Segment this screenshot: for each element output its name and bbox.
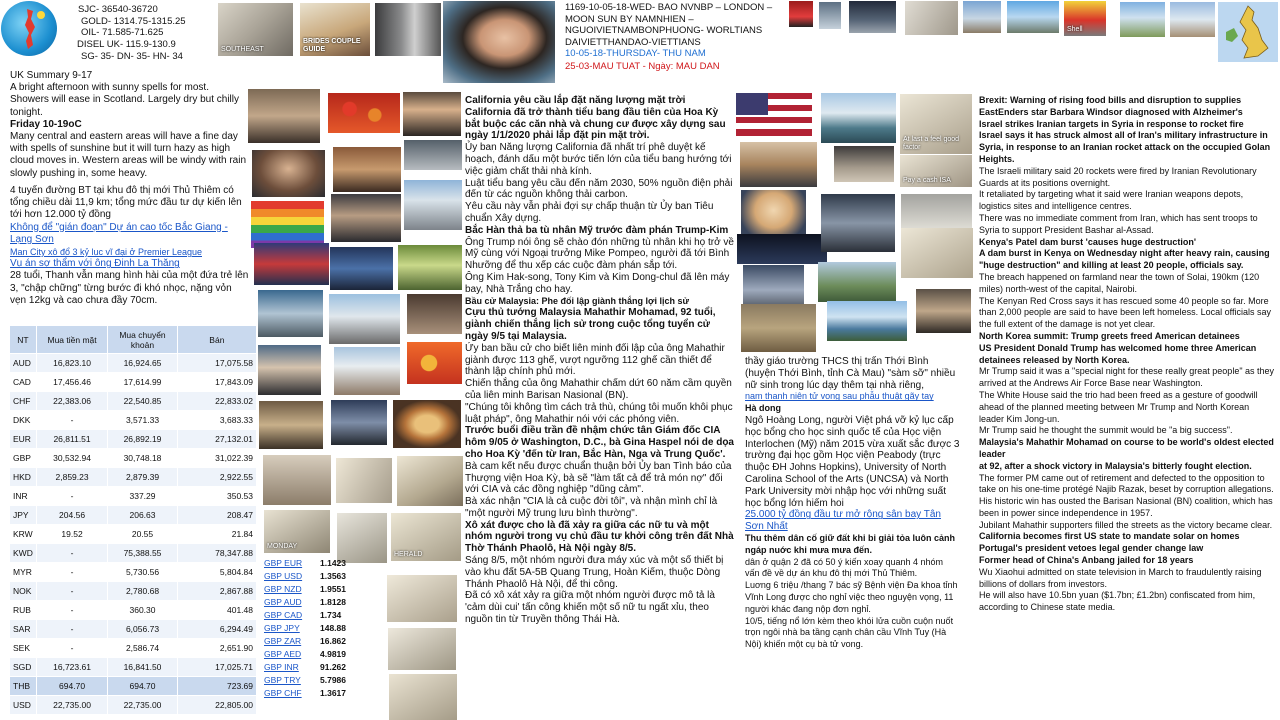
rate-value: 4.9819	[320, 649, 346, 660]
rate-cell: 2,922.55	[177, 468, 256, 487]
headline: EastEnders star Barbara Windsor diagnosed with Alzheimer's	[979, 106, 1243, 117]
currency-code: NOK	[10, 582, 37, 601]
currency-code: USD	[10, 696, 37, 715]
photo-city	[1170, 2, 1215, 37]
article-paragraph: The breach happened on farmland near the town of Solai, 190km (120 miles) north-west of the capital, Nairobi.	[979, 271, 1260, 294]
rate-row	[264, 608, 364, 621]
article-paragraph: There was no immediate comment from Iran, which has sent troops to Syria to support President Bashar al-Assad.	[979, 212, 1258, 235]
rate-cell: 17,843.09	[177, 373, 256, 392]
currency-code: SGD	[10, 658, 37, 677]
headline: Former head of China's Anbang jailed for 18 years	[979, 555, 1194, 566]
rate-row	[264, 595, 364, 608]
article-paragraph: Mr Trump said he thought the summit would be "a big success".	[979, 425, 1233, 436]
photo-street	[329, 294, 400, 344]
rate-row	[264, 582, 364, 595]
rate-cell: 27,132.01	[177, 430, 256, 449]
article-paragraph: Sáng 8/5, một nhóm người đưa máy xúc và một số thiết bị vào khu đất 5A-5B Quang Trung, Hoàn Kiếm, thuộc Dòng Thánh Phaolô Hà Nội, để thi công.	[465, 555, 724, 590]
photo-couple	[740, 142, 817, 187]
photo-building	[404, 180, 462, 230]
rate-value: 1.734	[320, 609, 342, 620]
table-row	[10, 696, 257, 715]
headline: Brexit: Warning of rising food bills and disruption to supplies	[979, 95, 1242, 105]
market-line: DISEL UK- 115.9-130.9	[77, 38, 176, 50]
photo-food	[393, 400, 461, 448]
weather-title: UK Summary 9-17	[10, 70, 93, 81]
currency-code: CHF	[10, 392, 37, 411]
rate-cell: 26,811.51	[36, 430, 107, 449]
rate-value: 16.862	[320, 636, 346, 647]
article-paragraph: The former PM came out of retirement and defected to the opposition to take on his one-time protégé Najib Razak, beset by corruption allegations.	[979, 472, 1274, 495]
rate-cell: 16,723.61	[36, 658, 107, 677]
rate-cell: 350.53	[177, 487, 256, 506]
weather-section	[10, 70, 250, 180]
article-paragraph: Đã có xô xát xảy ra giữa một nhóm người được mô tả là 'cảm dùi cui' tấn công khiến một số nữ tu ngất xỉu, theo nguồn tin từ Truyền thông Thái Hà.	[465, 590, 715, 626]
rate-cell: 3,571.33	[108, 411, 177, 430]
table-row	[10, 354, 257, 373]
rate-value: 148.88	[320, 623, 346, 634]
rate-value: 1.9551	[320, 583, 346, 594]
photo-market	[259, 401, 323, 449]
photo-newspaper: Pay a cash ISA	[900, 155, 972, 187]
rate-pair-link[interactable]: GBP INR	[264, 662, 299, 673]
masthead-line: MOON SUN BY NAMNHIEN –	[565, 13, 694, 25]
rate-cell: 22,735.00	[36, 696, 107, 715]
photo-interior	[407, 294, 462, 334]
photo-newspaper: At last a feel good factor	[900, 94, 972, 154]
photo-newspaper	[387, 575, 457, 622]
rate-pair-link[interactable]: GBP TRY	[264, 675, 301, 686]
rate-cell: 75,388.55	[108, 544, 177, 563]
rate-value: 1.3617	[320, 688, 346, 699]
article-paragraph: His historic win has ousted the Barisan Nasional (BN) coalition, which has been in power since independence in 1957.	[979, 496, 1273, 518]
rate-cell: 723.69	[177, 677, 256, 696]
article-paragraph: Ngô Hoàng Long, người Việt phá vỡ kỷ lục cấp học bổng cho học sinh quốc tế của Học viện Interlochen (Mỹ) năm 2015 vừa xuất sắc được 3 trường đại học gồm Học viện Peabody (trực thuộc ĐH Johns Hopkins), University of North Carolina School of the Arts (UNCSA) và North Park University mời nhập học với những suất học bổng lớn hiếm hoi	[745, 414, 960, 509]
table-row	[10, 639, 257, 658]
rate-cell: 21.84	[177, 525, 256, 544]
rate-pair-link[interactable]: GBP CHF	[264, 688, 302, 699]
photo-landscape	[1120, 2, 1165, 37]
headline: Thu thêm dân cố giữ đất khi bi giải tỏa luôn cảnh ngáp nuớc khi mưa mưa đến.	[745, 532, 956, 555]
currency-code: SEK	[10, 639, 37, 658]
currency-code: AUD	[10, 354, 37, 373]
rate-value: 91.262	[320, 662, 346, 673]
vietnam-map-icon	[1, 1, 57, 56]
photo-newspaper: HERALD	[391, 513, 461, 561]
table-row	[10, 430, 257, 449]
rate-cell: -	[36, 620, 107, 639]
rate-cell: 2,867.88	[177, 582, 256, 601]
headline: Bầu cử Malaysia: Phe đối lập giành thắng lợi lịch sử	[465, 295, 689, 306]
article-paragraph: The Kenyan Red Cross says it has rescued some 40 people so far. More than 2,000 people are said to have been left homeless. Local officials say the full extent of the damage is not yet clear.	[979, 295, 1272, 330]
news-paragraph: 4 tuyến đường BT tại khu đô thị mới Thủ Thiêm có tổng chiều dài 11,9 km; tổng mức đầu tư dự kiến lên tới hơn 12.000 tỷ đồng	[10, 185, 242, 221]
rate-row	[264, 635, 364, 648]
table-row	[10, 658, 257, 677]
masthead-line: NGUOIVIETNAMBONPHUONG- WORLTIANS	[565, 25, 763, 37]
rate-cell: 3,683.33	[177, 411, 256, 430]
article-paragraph: Bà xác nhận "CIA là cả cuộc đời tôi", và nhận mình chỉ là "một người Mỹ trung lưu bình thường".	[465, 496, 718, 519]
rate-value: 5.7986	[320, 675, 346, 686]
mid-articles	[745, 356, 960, 651]
photo-portrait	[443, 1, 555, 83]
rate-cell: 5,730.56	[108, 563, 177, 582]
table-row	[10, 525, 257, 544]
currency-code: DKK	[10, 411, 37, 430]
photo-street-night	[849, 1, 896, 33]
photo-rainbow-flag	[251, 201, 324, 248]
photo-flood	[741, 304, 816, 352]
rate-cell: 2,879.39	[108, 468, 177, 487]
rate-cell: 19.52	[36, 525, 107, 544]
table-row	[10, 582, 257, 601]
rate-value: 1.1423	[320, 557, 346, 568]
currency-code: KWD	[10, 544, 37, 563]
rate-cell: 20.55	[108, 525, 177, 544]
market-line: OIL- 71.585-71.625	[81, 27, 164, 39]
photo-tower	[334, 347, 400, 395]
rate-row	[264, 648, 364, 661]
article-paragraph: thầy giáo trường THCS thị trấn Thới Bình (huyện Thới Bình, tỉnh Cà Mau) "sàm sỡ" nhiều nữ sinh trong lúc dạy thêm tại nhà riêng,	[745, 356, 956, 391]
photo-tomatoes	[328, 93, 400, 133]
rate-cell: 30,532.94	[36, 449, 107, 468]
article-paragraph: dân ở quận 2 đã có 50 ý kiến xoay quanh 4 nhóm vấn đề về dự án khu đô thị mới Thủ Thiêm.	[745, 556, 944, 579]
rate-row	[264, 674, 364, 687]
exchange-rate-table	[9, 325, 257, 715]
rate-cell: 26,892.19	[108, 430, 177, 449]
article-paragraph: Chiến thắng của ông Mahathir chấm dứt 60 năm cầm quyền của liên minh Barisan Nasional (BN).	[465, 378, 732, 401]
photo-children	[333, 147, 401, 192]
article-paragraph: Ông Kim Hak-song, Tony Kim và Kim Dong-chul đã lên máy bay, Nhà Trắng cho hay.	[465, 271, 730, 295]
rate-cell: -	[36, 582, 107, 601]
rate-cell: 22,805.00	[177, 696, 256, 715]
table-row	[10, 563, 257, 582]
rate-cell: 16,924.65	[108, 354, 177, 373]
article-paragraph: Mr Trump said it was a "special night for these really great people" as they arrived at the Andrews Air Force Base near Washington.	[979, 366, 1275, 389]
article-paragraph: Ông Trump nói ông sẽ chào đón những tù nhân khi họ trở về Mỹ cùng với Ngoại trưởng Mike Pompeo, người đã tới Bình Nhưỡng để thu xếp các cuộc đàm phán sắp tới.	[465, 236, 734, 272]
column-header: Mua tiền mặt	[36, 326, 107, 354]
photo-man	[252, 150, 325, 197]
headline: Kenya's Patel dam burst 'causes huge destruction'	[979, 236, 1196, 247]
rate-pair-link[interactable]: GBP EUR	[264, 557, 303, 568]
photo-shell-station: Shell	[1064, 1, 1106, 36]
masthead-line: 1169-10-05-18-WED- BAO NVNBP – LONDON –	[565, 2, 773, 13]
left-news	[10, 185, 250, 307]
photo-flags	[254, 243, 329, 285]
uk-map-icon	[1218, 2, 1278, 62]
photo-officials	[403, 92, 461, 136]
article-paragraph: It retaliated by targeting what it said were Iranian weapons depots, logistics sites and intelligence centres.	[979, 189, 1244, 212]
table-row	[10, 392, 257, 411]
headline: US President Donald Trump has welcomed home three American detainees released by North Korea.	[979, 342, 1257, 365]
article-paragraph: Bà cam kết nếu được chuẩn thuận bởi Ủy ban Tình báo của Thượng viện Hoa Kỳ, bà sẽ "làm tất cả để trả món nợ" đối với CIA và các đồng nghiệp "dũng cảm".	[465, 460, 732, 496]
rate-cell: 30,748.18	[108, 449, 177, 468]
article-paragraph: Ứy ban bầu cử cho biết liên minh đối lập của ông Mahathir giành được 113 ghế, vượt ngưỡng 112 ghế cần thiết để thành lập chính phủ mới.	[465, 342, 725, 378]
photo-crowd	[248, 89, 320, 143]
article-paragraph: "Chúng tôi không tìm cách trả thù, chúng tôi muốn khôi phục luật pháp", ông Mahathir nói với các phóng viên.	[465, 401, 733, 425]
rate-cell: 2,859.23	[36, 468, 107, 487]
headline: Bắc Hàn thả ba tù nhân Mỹ trước đàm phán Trump-Kim	[465, 224, 729, 236]
photo-shop	[819, 2, 841, 29]
photo-newspaper: SOUTHEAST	[218, 3, 293, 56]
date-solar: 10-05-18-THURSDAY- THU NAM	[565, 48, 706, 60]
rate-row	[264, 661, 364, 674]
rate-cell: 22,735.00	[108, 696, 177, 715]
photo-bay-aerial	[818, 262, 896, 302]
headline: Cựu thủ tướng Malaysia Mahathir Mohamad, 92 tuổi, giành chiến thắng lịch sử trong cuộc tổng tuyển cử ngày 9/5 tại Malaysia.	[465, 307, 716, 342]
rate-cell: 22,540.85	[108, 392, 177, 411]
article-paragraph: Yêu cầu này vẫn phải đợi sự chấp thuận từ Ủy ban Tiêu chuẩn Xây dựng.	[465, 201, 714, 224]
market-line: SJC- 36540-36720	[78, 4, 158, 15]
headline: Israel says it has struck almost all of Iran's military infrastructure in Syria, in response to an Iranian rocket attack on the occupied Golan Heights.	[979, 130, 1271, 164]
market-line: SG- 35- DN- 35- HN- 34	[81, 51, 183, 63]
rate-cell: 6,056.73	[108, 620, 177, 639]
photo-meeting	[916, 289, 971, 333]
headline: California đã trở thành tiểu bang đầu tiên của Hoa Kỳ bắt buộc các căn nhà và chung cư được xây dựng sau ngày 1/1/2020 phải lắp đặt pin mặt trời.	[465, 106, 726, 142]
news-link[interactable]: Không để "gián đoạn" Dự án cao tốc Bắc Giang - Lạng Sơn	[10, 221, 228, 245]
headline: Malaysia's Mahathir Mohamad on course to be world's oldest elected leader	[979, 437, 1274, 459]
photo-magazine: BRIDES COUPLE GUIDE	[300, 3, 370, 56]
table-row	[10, 544, 257, 563]
rate-cell: 2,586.74	[108, 639, 177, 658]
headline: Trước buổi điều trần đề nhậm chức tân Giám đốc CIA hôm 9/05 ở Washington, D.C., bà Gina Haspel nói de dọa cho Hoa Kỳ 'đến từ Iran, Bắc Hàn, Nga và Trung Quốc'.	[465, 425, 734, 460]
article-paragraph: Ủy ban Năng lượng California đã nhất trí phê duyệt kế hoạch, đánh dấu một bước tiến lớn của tiểu bang hướng tới việc giảm chất thải nhà kính.	[465, 142, 732, 177]
rate-cell: 31,022.39	[177, 449, 256, 468]
article-paragraph: He will also have 10.5bn yuan ($1.7bn; £1.2bn) confiscated from him, according to Chinese state media.	[979, 590, 1256, 613]
rate-cell: 17,075.58	[177, 354, 256, 373]
photo-tent	[404, 140, 462, 170]
rate-cell: 17,614.99	[108, 373, 177, 392]
photo-fruit	[407, 342, 462, 384]
article-paragraph: The Israeli military said 20 rockets were fired by Iranian Revolutionary Guards at its positions overnight.	[979, 165, 1257, 188]
currency-code: GBP	[10, 449, 37, 468]
masthead	[565, 2, 785, 73]
article-paragraph: Luật tiểu bang yêu cầu đến năm 2030, 50% nguồn điện phải đến từ các nguồn không thải carbon.	[465, 177, 733, 201]
rate-cell: -	[36, 639, 107, 658]
news-paragraph: 28 tuổi, Thanh vẫn mang hình hài của một đứa trẻ lên 3, "chập chững" từng bước đi khó nhọc, nặng vỏn vẹn 12kg và cao chưa đầy 70cm.	[10, 270, 249, 306]
currency-code: EUR	[10, 430, 37, 449]
currency-code: KRW	[10, 525, 37, 544]
rate-cell: 401.48	[177, 601, 256, 620]
headline: Portugal's president vetoes legal gender change law	[979, 543, 1204, 554]
currency-code: THB	[10, 677, 37, 696]
uk-map	[1218, 2, 1278, 62]
rate-cell: 22,383.06	[36, 392, 107, 411]
world-news	[979, 95, 1275, 614]
photo-us-flag	[736, 93, 812, 136]
photo-newspaper	[397, 456, 463, 506]
rate-row	[264, 556, 364, 569]
rate-cell: 694.70	[108, 677, 177, 696]
rate-cell: 2,780.68	[108, 582, 177, 601]
article-paragraph: 10/5, tiếng nổ lớn kèm theo khói lửa cuồn cuộn nuốt trọn ngôi nhà ba tầng cạnh chân cầu Vĩnh Tuy (Hà Nội) khiến một cụ bà tử vong.	[745, 615, 954, 650]
center-articles	[465, 95, 735, 626]
gbp-rates-list	[264, 556, 364, 700]
headline: A dam burst in Kenya on Wednesday night after heavy rain, causing "huge destruction" and killing at least 20 people, officials say.	[979, 248, 1270, 271]
rate-value: 1.8128	[320, 596, 346, 607]
table-row	[10, 506, 257, 525]
rate-cell: -	[36, 601, 107, 620]
photo-newspaper	[905, 1, 958, 35]
rate-cell: 206.63	[108, 506, 177, 525]
photo-vegetables	[398, 245, 462, 290]
photo-newspaper: MONDAY	[264, 510, 330, 553]
photo-night-rocket	[737, 234, 827, 264]
photo-railway	[1007, 1, 1059, 33]
headline: California yêu cầu lắp đặt năng lượng mặt trời	[465, 95, 686, 106]
rate-row	[264, 687, 364, 700]
photo-newspaper	[388, 628, 456, 670]
table-header-row	[10, 326, 257, 354]
column-header: Mua chuyển khoản	[108, 326, 177, 354]
rate-cell: 17,456.46	[36, 373, 107, 392]
headline: Israel strikes Iranian targets in Syria in response to rocket fire	[979, 118, 1244, 129]
rate-cell: 6,294.49	[177, 620, 256, 639]
headline: at 92, after a shock victory in Malaysia's bitterly fought election.	[979, 460, 1252, 471]
photo-celebration	[330, 247, 393, 290]
news-link[interactable]: Vụ án sợ thẩm với ông Đinh La Thăng	[10, 258, 180, 270]
article-paragraph: Luơng 6 triệu /thang 7 bác sỹ Bệnh viện Đa khoa tỉnh Vĩnh Long được cho nghỉ việc theo nguyện vọng, 11 người khác đang nộp đơn nghỉ.	[745, 580, 958, 614]
photo-shopfront	[331, 400, 387, 445]
photo-newspaper	[901, 228, 973, 278]
rate-cell: -	[36, 411, 107, 430]
rate-cell: 337.29	[108, 487, 177, 506]
currency-code: INR	[10, 487, 37, 506]
rate-cell: 16,841.50	[108, 658, 177, 677]
table-row	[10, 468, 257, 487]
table-row	[10, 601, 257, 620]
column-header: NT	[10, 326, 37, 354]
rate-row	[264, 621, 364, 634]
rate-cell: -	[36, 487, 107, 506]
photo-politicians	[331, 194, 401, 242]
rate-value: 1.3563	[320, 570, 346, 581]
weather-friday-label: Friday 10-19oC	[10, 118, 82, 130]
rate-pair-link[interactable]: GBP CAD	[264, 609, 303, 620]
photo-newspaper	[336, 458, 392, 503]
news-link[interactable]: 25.000 tỷ đồng đầu tư mở rộng sân bay Tân Sơn Nhất	[745, 509, 941, 533]
photo-bus	[789, 1, 813, 27]
weather-friday: Many central and eastern areas will have a fine day with spells of sunshine but it will turn hazy as high cloud moves in. Western areas will be windy with rain slowly pushing in, some heavy.	[10, 131, 247, 179]
table-row	[10, 373, 257, 392]
news-link[interactable]: nam thanh niên tử vong sau phẫu thuật gãy tay	[745, 391, 934, 402]
photo-newsstand	[263, 455, 331, 505]
table-row	[10, 449, 257, 468]
photo-bottles	[375, 3, 441, 56]
rate-cell: 204.56	[36, 506, 107, 525]
market-prices	[78, 4, 218, 63]
rate-cell: 17,025.71	[177, 658, 256, 677]
photo-protest	[901, 194, 972, 232]
column-header: Bán	[177, 326, 256, 354]
table-row	[10, 411, 257, 430]
rate-cell: 360.30	[108, 601, 177, 620]
rate-cell: 16,823.10	[36, 354, 107, 373]
headline: California becomes first US state to mandate solar on homes	[979, 531, 1240, 542]
rate-pair-link[interactable]: GBP NZD	[264, 583, 302, 594]
headline: Xô xát được cho là đã xảy ra giữa các nữ tu và một nhóm người trong vụ chủ đầu tư khởi công trên đất Nhà Thờ Thánh Phaolô, Hà Nội ngày 8/5.	[465, 519, 734, 555]
currency-code: HKD	[10, 468, 37, 487]
market-line: GOLD- 1314.75-1315.25	[81, 15, 186, 27]
news-link[interactable]: Man City xô đổ 3 kỷ lục vĩ đại ở Premier League	[10, 247, 202, 258]
currency-code: CAD	[10, 373, 37, 392]
rate-cell: 694.70	[36, 677, 107, 696]
rate-cell: 2,651.90	[177, 639, 256, 658]
rate-pair-link[interactable]: GBP JPY	[264, 623, 300, 634]
currency-code: JPY	[10, 506, 37, 525]
rate-cell: 22,833.02	[177, 392, 256, 411]
currency-code: SAR	[10, 620, 37, 639]
masthead-line: DAIVIETTHANDAO-VIETTIANS	[565, 36, 701, 48]
headline: North Korea summit: Trump greets freed American detainees	[979, 330, 1240, 341]
currency-code: RUB	[10, 601, 37, 620]
news-subtitle: Hà dong	[745, 403, 781, 414]
rate-pair-link[interactable]: GBP USD	[264, 570, 303, 581]
logo-globe	[1, 1, 57, 56]
photo-detainees	[821, 194, 895, 252]
article-paragraph: Wu Xiaohui admitted on state television in March to fraudulently raising billions of dollars from investors.	[979, 566, 1262, 589]
photo-smoke	[834, 146, 894, 182]
table-row	[10, 487, 257, 506]
rate-pair-link[interactable]: GBP AUD	[264, 596, 302, 607]
weather-summary: A bright afternoon with sunny spells for most. Showers will ease in Scotland. Largely dry but chilly tonight.	[10, 82, 239, 118]
currency-code: MYR	[10, 563, 37, 582]
date-lunar: 25-03-MAU TUAT - Ngày: MAU DAN	[565, 60, 720, 72]
photo-bay	[821, 93, 896, 143]
rate-pair-link[interactable]: GBP AED	[264, 649, 302, 660]
rate-cell: -	[36, 563, 107, 582]
rate-pair-link[interactable]: GBP ZAR	[264, 636, 302, 647]
rate-cell: -	[36, 544, 107, 563]
article-paragraph: The White House said the trio had been freed as a gesture of goodwill ahead of the planned meeting between Mr Trump and North Korean leader Kim Jong-un.	[979, 389, 1258, 424]
photo-coach	[258, 290, 323, 337]
rate-cell: 5,804.84	[177, 563, 256, 582]
rate-cell: 78,347.88	[177, 544, 256, 563]
table-row	[10, 677, 257, 696]
article-paragraph: Jubilant Mahathir supporters filled the streets as the victory became clear.	[979, 519, 1273, 530]
photo-newspaper	[389, 674, 457, 720]
table-row	[10, 620, 257, 639]
photo-lake	[827, 301, 907, 341]
photo-town	[963, 1, 1001, 33]
rate-cell: 208.47	[177, 506, 256, 525]
photo-people	[258, 345, 321, 395]
rate-row	[264, 569, 364, 582]
